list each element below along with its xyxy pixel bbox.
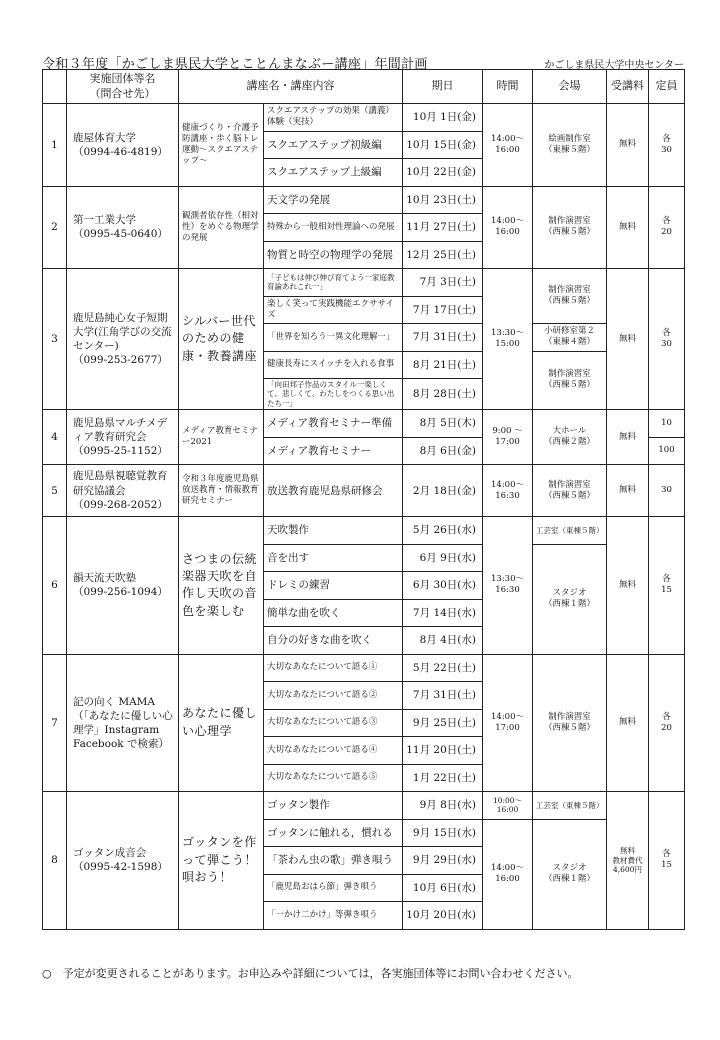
header-fee: 受講料 xyxy=(607,70,649,104)
session-date: 9月 25日(土) xyxy=(403,709,483,737)
session-title: スクエアステップ上級編 xyxy=(264,159,403,187)
session-title: 自分の好きな曲を吹く xyxy=(264,627,403,655)
session-title: 大切なあなたについて語る⑤ xyxy=(264,764,403,792)
session-title: 天文学の発展 xyxy=(264,186,403,214)
session-title: 「茶わん虫の歌」弾き唄う xyxy=(264,847,403,875)
course-name: あなたに優しい心理学 xyxy=(179,654,264,792)
session-title: スクエアステップ初級編 xyxy=(264,131,403,159)
session-time: 10:00〜16:00 xyxy=(483,792,533,820)
table-row xyxy=(43,517,685,545)
venue: 制作演習室 （西棟５階） xyxy=(533,351,607,410)
organization: 鹿児島県視聴覚教育研究協議会 （099-268-2052） xyxy=(67,465,179,517)
session-date: 5月 26日(水) xyxy=(403,517,483,545)
row-number: 7 xyxy=(43,654,67,792)
session-date: 10月 15日(金) xyxy=(403,131,483,159)
course-name: メディア教育セミナー2021 xyxy=(179,410,264,465)
session-time: 14:00〜 17:00 xyxy=(483,654,533,792)
session-date: 8月 21日(土) xyxy=(403,351,483,379)
header-venue: 会場 xyxy=(533,70,607,104)
session-time: 14:00〜 16:00 xyxy=(483,186,533,269)
session-date: 1月 22日(土) xyxy=(403,764,483,792)
capacity: 各 15 xyxy=(649,517,685,655)
session-date: 9月 15日(水) xyxy=(403,819,483,847)
venue: 制作演習室 （西棟５階） xyxy=(533,186,607,269)
organization: 第一工業大学 （0995-45-0640） xyxy=(67,186,179,269)
fee: 無料 xyxy=(607,269,649,410)
session-time: 14:00〜 16:00 xyxy=(483,104,533,187)
page-title: 令和３年度「かごしま県民大学とことんまなぶー講座」年間計画 xyxy=(42,57,428,72)
organization: 韻天流天吹塾 （099-256-1094） xyxy=(67,517,179,655)
session-date: 12月 25日(土) xyxy=(403,241,483,269)
session-date: 8月 4日(水) xyxy=(403,627,483,655)
course-name: 観測者依存性（相対性）をめぐる物理学の発展 xyxy=(179,186,264,269)
capacity: 各 20 xyxy=(649,186,685,269)
session-time: 9:00 〜 17:00 xyxy=(483,410,533,465)
row-number: 1 xyxy=(43,104,67,187)
session-date: 11月 20日(土) xyxy=(403,737,483,765)
course-name: シルバー世代のための健康・教養講座 xyxy=(179,269,264,410)
session-date: 10月 20日(水) xyxy=(403,902,483,930)
session-date: 7月 17日(土) xyxy=(403,296,483,324)
session-time: 13:30〜 16:30 xyxy=(483,517,533,655)
organization: 記の向く MAMA （「あなたに優しい心理学」Instagram Facebook で検索） xyxy=(67,654,179,792)
session-title: 放送教育鹿児島県研修会 xyxy=(264,465,403,517)
header-org: 実施団体等名 （問合せ先） xyxy=(67,70,179,104)
header-time: 時間 xyxy=(483,70,533,104)
fee: 無料 xyxy=(607,186,649,269)
session-title: 簡単な曲を吹く xyxy=(264,599,403,627)
session-time: 14:00〜 16:00 xyxy=(483,819,533,929)
session-title: 物質と時空の物理学の発展 xyxy=(264,241,403,269)
venue: 工芸室（東棟５階） xyxy=(533,792,607,820)
session-title: ゴッタンに触れる，慣れる xyxy=(264,819,403,847)
session-title: 健康長寿にスイッチを入れる食事 xyxy=(264,351,403,379)
table-row xyxy=(43,792,685,820)
session-date: 7月 14日(水) xyxy=(403,599,483,627)
session-title: 天吹製作 xyxy=(264,517,403,545)
session-date: 11月 27日(土) xyxy=(403,214,483,242)
table-row xyxy=(43,410,685,438)
session-date: 2月 18日(金) xyxy=(403,465,483,517)
course-name: さつまの伝統楽器天吹を自作し天吹の音色を楽しむ xyxy=(179,517,264,655)
table-row xyxy=(43,186,685,214)
row-number: 2 xyxy=(43,186,67,269)
session-title: 特殊から一般相対性理論への発展 xyxy=(264,214,403,242)
venue: 工芸室（東棟５階） xyxy=(533,517,607,545)
fee: 無料 xyxy=(607,517,649,655)
session-title: 大切なあなたについて語る① xyxy=(264,654,403,682)
header-date: 期日 xyxy=(403,70,483,104)
session-title: 音を出す xyxy=(264,544,403,572)
fee: 無料 xyxy=(607,465,649,517)
organization: 鹿児島純心女子短期大学(江角学びの交流センター) （099-253-2677） xyxy=(67,269,179,410)
capacity: 10 xyxy=(649,410,685,438)
session-time: 14:00〜 16:30 xyxy=(483,465,533,517)
header-capacity: 定員 xyxy=(649,70,685,104)
capacity: 30 xyxy=(649,465,685,517)
organization: 鹿屋体育大学 （0994-46-4819） xyxy=(67,104,179,187)
session-title: 大切なあなたについて語る④ xyxy=(264,737,403,765)
table-row xyxy=(43,104,685,132)
table-row xyxy=(43,269,685,297)
session-date: 8月 6日(金) xyxy=(403,437,483,465)
row-number: 4 xyxy=(43,410,67,465)
course-name: ゴッタンを作って弾こう！唄おう！ xyxy=(179,792,264,930)
table-header-row xyxy=(43,70,685,104)
session-date: 8月 28日(土) xyxy=(403,379,483,410)
session-date: 7月 31日(土) xyxy=(403,324,483,352)
session-date: 10月 1日(金) xyxy=(403,104,483,132)
session-title: 「世界を知ろう一異文化理解一」 xyxy=(264,324,403,352)
session-date: 10月 23日(土) xyxy=(403,186,483,214)
session-title: 大切なあなたについて語る② xyxy=(264,682,403,710)
session-date: 6月 30日(水) xyxy=(403,572,483,600)
table-row xyxy=(43,654,685,682)
organizer: かごしま県民大学中央センター xyxy=(544,60,684,71)
fee: 無料 教材費代 4,600円 xyxy=(607,792,649,930)
capacity: 100 xyxy=(649,437,685,465)
session-title: ドレミの練習 xyxy=(264,572,403,600)
session-title: 大切なあなたについて語る③ xyxy=(264,709,403,737)
capacity: 各 15 xyxy=(649,792,685,930)
row-number: 5 xyxy=(43,465,67,517)
session-title: ゴッタン製作 xyxy=(264,792,403,820)
fee: 無料 xyxy=(607,104,649,187)
capacity: 各 30 xyxy=(649,269,685,410)
venue: 制作演習室 （西棟５階） xyxy=(533,465,607,517)
session-date: 10月 22日(金) xyxy=(403,159,483,187)
session-date: 10月 6日(水) xyxy=(403,874,483,902)
session-title: 「子どもは伸び伸び育てよう一家庭教育論あれこれ一」 xyxy=(264,269,403,297)
session-title: メディア教育セミナー xyxy=(264,437,403,465)
header-course: 講座名・講座内容 xyxy=(179,70,403,104)
session-date: 7月 31日(土) xyxy=(403,682,483,710)
session-date: 6月 9日(水) xyxy=(403,544,483,572)
organization: 鹿児島県マルチメディア教育研究会 （0995-25-1152） xyxy=(67,410,179,465)
venue: 大ホール （西棟２階） xyxy=(533,410,607,465)
organization: ゴッタン成音会 （0995-42-1598） xyxy=(67,792,179,930)
footnote: ○ 予定が変更されることがあります。お申込みや詳細については，各実施団体等にお問い合わせください。 xyxy=(42,967,579,980)
session-title: スクエアステップの効果（講義）体験（実技） xyxy=(264,104,403,132)
schedule-table xyxy=(42,69,685,930)
row-number: 8 xyxy=(43,792,67,930)
session-date: 7月 3日(土) xyxy=(403,269,483,297)
session-date: 9月 8日(水) xyxy=(403,792,483,820)
session-title: メディア教育セミナー準備 xyxy=(264,410,403,438)
session-title: 「一かけ二かけ」等弾き唄う xyxy=(264,902,403,930)
capacity: 各 30 xyxy=(649,104,685,187)
venue: 小研修室第２ （東棟４階） xyxy=(533,324,607,352)
session-title: 「向田邦子作品のスタイル一楽しくて、悲しくて、わたしをつくる思い出たち一」 xyxy=(264,379,403,410)
venue: 制作演習室 （西棟５階） xyxy=(533,269,607,324)
session-date: 9月 29日(水) xyxy=(403,847,483,875)
course-name: 健康づくり・介護予防講座・歩く脳トレ運動〜スクエアステップ〜 xyxy=(179,104,264,187)
row-number: 3 xyxy=(43,269,67,410)
venue: 絵画制作室 （東棟５階） xyxy=(533,104,607,187)
fee: 無料 xyxy=(607,410,649,465)
session-date: 8月 5日(木) xyxy=(403,410,483,438)
session-time: 13:30〜 15:00 xyxy=(483,269,533,410)
row-number: 6 xyxy=(43,517,67,655)
session-date: 5月 22日(土) xyxy=(403,654,483,682)
session-title: 楽しく笑って実践機能エクササイズ xyxy=(264,296,403,324)
table-row xyxy=(43,465,685,517)
fee: 無料 xyxy=(607,654,649,792)
venue: 制作演習室 （西棟５階） xyxy=(533,654,607,792)
venue: スタジオ （西棟１階） xyxy=(533,819,607,929)
course-name: 令和３年度鹿児島県放送教育・情報教育研究セミナー xyxy=(179,465,264,517)
venue: スタジオ （西棟１階） xyxy=(533,544,607,654)
session-title: 「鹿児島おはら節」弾き唄う xyxy=(264,874,403,902)
capacity: 各 20 xyxy=(649,654,685,792)
